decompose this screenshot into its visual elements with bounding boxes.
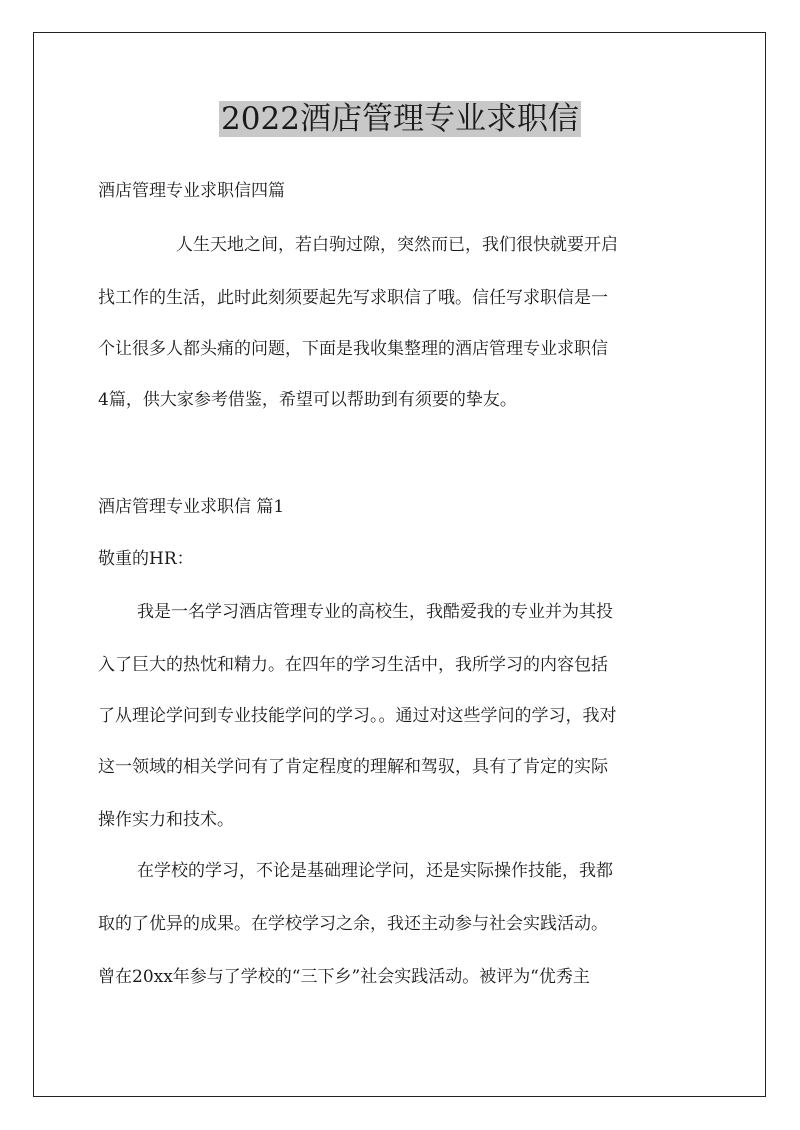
- body-line-3: 了从理论学问到专业技能学问的学习。。通过对这些学问的学习，我对: [98, 706, 617, 726]
- body-line-6: 在学校的学习，不论是基础理论学问，还是实际操作技能，我都: [137, 861, 613, 881]
- salutation: 敬重的HR：: [98, 549, 194, 569]
- section-heading: 酒店管理专业求职信 篇1: [98, 497, 285, 517]
- intro-line-3: 个让很多人都头痛的问题，下面是我收集整理的酒店管理专业求职信: [98, 339, 608, 359]
- body-line-7: 取的了优异的成果。在学校学习之余，我还主动参与社会实践活动。: [98, 914, 608, 934]
- intro-line-1: 人生天地之间，若白驹过隙，突然而已，我们很快就要开启: [176, 235, 618, 255]
- body-line-2: 入了巨大的热忱和精力。在四年的学习生活中，我所学习的内容包括: [98, 655, 608, 675]
- body-line-8: 曾在20xx年参与了学校的“三下乡”社会实践活动。被评为“优秀主: [98, 967, 590, 987]
- document-title-text: 2022酒店管理专业求职信: [221, 101, 579, 137]
- intro-line-2: 找工作的生活，此时此刻须要起先写求职信了哦。信任写求职信是一: [98, 288, 608, 308]
- document-title: [0, 98, 800, 140]
- body-line-1: 我是一名学习酒店管理专业的高校生，我酷爱我的专业并为其投: [137, 602, 613, 622]
- body-line-5: 操作实力和技术。: [98, 810, 234, 830]
- intro-line-4: 4篇，供大家参考借鉴，希望可以帮助到有须要的挚友。: [98, 390, 517, 410]
- body-line-4: 这一领域的相关学问有了肯定程度的理解和驾驭，具有了肯定的实际: [98, 757, 608, 777]
- document-subtitle: 酒店管理专业求职信四篇: [98, 181, 285, 201]
